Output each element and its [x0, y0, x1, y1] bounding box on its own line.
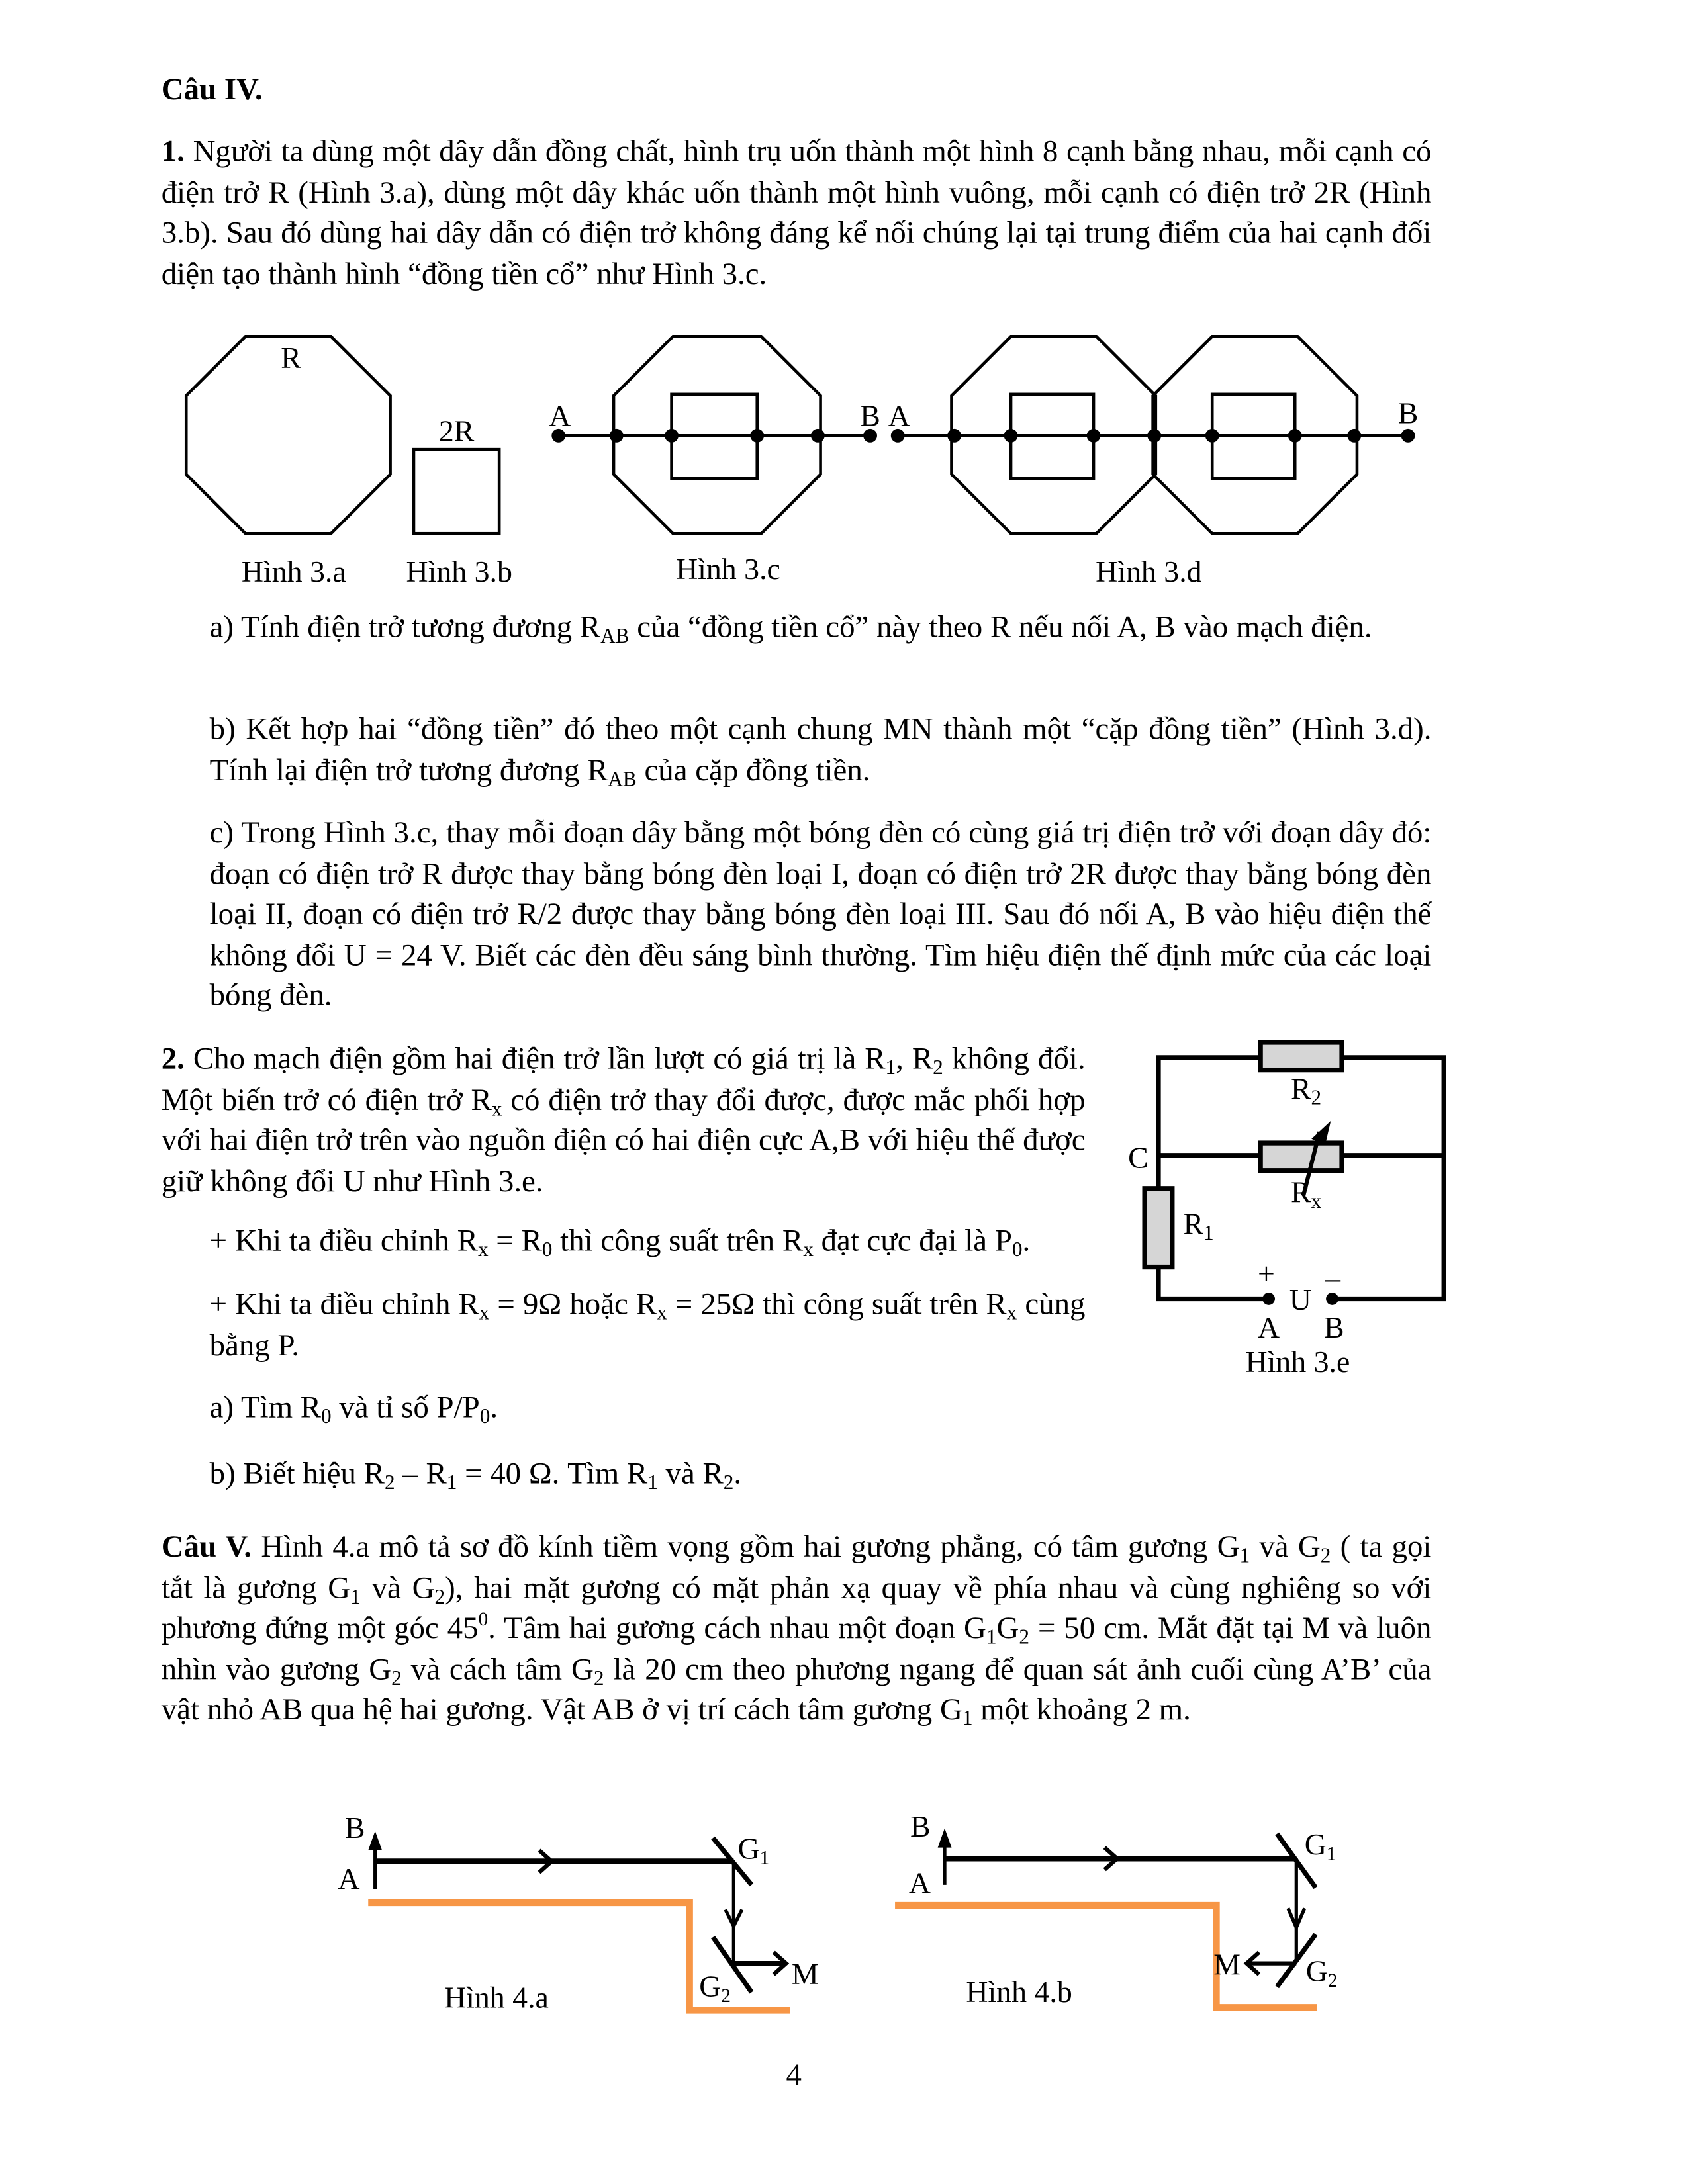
- subscript: x: [479, 1302, 490, 1326]
- label-b: B: [1323, 1310, 1344, 1344]
- svg-text:A: A: [338, 1862, 360, 1896]
- text-run: = 9Ω hoặc R: [489, 1286, 657, 1321]
- subscript: x: [491, 1098, 502, 1120]
- bold-run: 2.: [161, 1040, 185, 1075]
- label-a: A: [1257, 1310, 1280, 1344]
- text-run: một khoảng 2 m.: [972, 1692, 1191, 1727]
- text-run: = 50 cm. Mắt đặt tại M và luôn nhìn vào gương G: [161, 1610, 1432, 1686]
- subscript: 2: [1019, 1627, 1030, 1650]
- subscript: 1: [885, 1057, 896, 1080]
- svg-text:G1: G1: [1304, 1827, 1336, 1865]
- text-run: . Tâm hai gương cách nhau một đoạn G: [488, 1610, 986, 1645]
- plus-sign: +: [1257, 1256, 1275, 1291]
- text-run: và R: [657, 1455, 724, 1491]
- subscript: AB: [608, 768, 637, 791]
- label-r: R: [281, 341, 301, 375]
- text-run: = R: [488, 1222, 542, 1257]
- subscript: 2: [384, 1472, 395, 1495]
- subscript: 1: [962, 1708, 973, 1731]
- subscript: 2: [434, 1586, 445, 1609]
- bold-run: 1.: [161, 134, 185, 169]
- text-run: của cặp đồng tiền.: [636, 752, 870, 787]
- label-2r: 2R: [438, 414, 475, 448]
- subscript: 1: [986, 1627, 997, 1650]
- periscope-4b: [895, 1809, 1338, 2009]
- text-run: b) Kết hợp hai “đồng tiền” đó theo một cạnh chung MN thành một “cặp đồng tiền” (Hình 3.d). Tính lại điện trở tương đương R: [209, 711, 1432, 787]
- svg-text:G2: G2: [1305, 1954, 1338, 1992]
- text-run: c) Trong Hình 3.c, thay mỗi đoạn dây bằng một bóng đèn có cùng giá trị điện trở với đoạn dây đó: đoạn có điện trở R được thay bằng bóng đèn loại I, đoạn có điện trở 2R được thay bằng bóng đèn loại II, đoạn có điện trở R/2 được thay bằng bóng đèn loại III. Sau đó nối A, B vào hiệu điện thế không đổi U = 24 V. Biết các đèn đều sáng bình thường. Tìm hiệu điện thế định mức của các loại bóng đèn.: [209, 815, 1432, 1013]
- text-run: của “đồng tiền cổ” này theo R nếu nối A, B vào mạch điện.: [629, 609, 1372, 644]
- text-run: .: [490, 1389, 498, 1425]
- bold-run: Câu V.: [161, 1529, 252, 1564]
- superscript: 0: [478, 1610, 489, 1631]
- text-run: có điện trở thay đổi được, được mắc phối hợp với hai điện trở trên vào nguồn điện có hai điện cực A,B với hiệu thế được giữ không đổi U như Hình 3.e.: [161, 1081, 1086, 1198]
- subscript: 0: [1011, 1239, 1023, 1262]
- subscript: 2: [933, 1057, 943, 1080]
- caption-3b: Hình 3.b: [406, 555, 512, 589]
- text-run: Hình 4.a mô tả sơ đồ kính tiềm vọng gồm hai gương phẳng, có tâm gương G: [252, 1529, 1240, 1564]
- subscript: x: [477, 1239, 489, 1262]
- label-3d-b: B: [1397, 396, 1419, 430]
- text-run: là 20 cm theo phương ngang để quan sát ảnh cuối cùng A’B’ của vật nhỏ AB qua hệ hai gương. Vật AB ở vị trí cách tâm gương G: [161, 1651, 1432, 1727]
- caption-3c: Hình 3.c: [676, 551, 780, 586]
- svg-text:M: M: [1213, 1947, 1241, 1981]
- text-run: G: [996, 1610, 1019, 1645]
- text-run: = 25Ω thì công suất trên R: [667, 1286, 1007, 1321]
- text-run: ), hai mặt gương có mặt phản xạ quay về phía nhau và cùng nghiêng so với phương đứng một góc 45: [161, 1570, 1432, 1645]
- text-run: .: [733, 1455, 742, 1491]
- minus-sign: –: [1325, 1260, 1340, 1295]
- subscript: x: [803, 1239, 814, 1262]
- text-run: và cách tâm G: [401, 1651, 594, 1686]
- subscript: 2: [593, 1668, 604, 1690]
- text-run: Cho mạch điện gồm hai điện trở lần lượt có giá trị là R: [184, 1040, 886, 1075]
- text-run: b) Biết hiệu R: [209, 1455, 385, 1491]
- subscript: 0: [541, 1239, 553, 1262]
- subscript: 0: [479, 1406, 491, 1429]
- svg-text:Rx: Rx: [1290, 1175, 1322, 1212]
- label-3d-a: A: [888, 398, 910, 433]
- svg-text:B: B: [910, 1809, 931, 1843]
- text-run: và G: [360, 1570, 435, 1605]
- subscript: 0: [321, 1406, 332, 1429]
- subscript: 2: [391, 1668, 402, 1690]
- svg-text:G2: G2: [699, 1969, 731, 2007]
- label-c: C: [1128, 1140, 1149, 1175]
- text-run: không đổi. Một biến trở có điện trở R: [161, 1040, 1086, 1116]
- caption-4a: Hình 4.a: [444, 1980, 549, 2015]
- text-run: + Khi ta điều chỉnh R: [209, 1222, 478, 1257]
- caption-3e: Hình 3.e: [1245, 1344, 1350, 1379]
- svg-text:M: M: [791, 1956, 819, 1991]
- subscript: 2: [723, 1472, 734, 1495]
- label-u: U: [1289, 1283, 1311, 1317]
- text-run: đạt cực đại là P: [813, 1222, 1012, 1257]
- periscope-4a: [338, 1811, 818, 2014]
- text-run: – R: [395, 1455, 447, 1491]
- caption-3a: Hình 3.a: [241, 555, 346, 589]
- svg-text:R1: R1: [1183, 1206, 1214, 1244]
- text-run: thì công suất trên R: [552, 1222, 804, 1257]
- text-run: , R: [896, 1040, 933, 1075]
- text-run: Người ta dùng một dây dẫn đồng chất, hình trụ uốn thành một hình 8 cạnh bằng nhau, mỗi cạnh có điện trở R (Hình 3.a), dùng một dây khác uốn thành một hình vuông, mỗi cạnh có điện trở 2R (Hình 3.b). Sau đó dùng hai dây dẫn có điện trở không đáng kể nối chúng lại tại trung điểm của hai cạnh đối diện tạo thành hình “đồng tiền cổ” như Hình 3.c.: [161, 134, 1432, 291]
- text-run: a) Tính điện trở tương đương R: [209, 609, 601, 644]
- section-heading-iv: Câu IV.: [161, 71, 263, 107]
- text-run: ( ta gọi tắt là gương G: [161, 1529, 1432, 1605]
- text-run: và tỉ số P/P: [331, 1389, 480, 1425]
- svg-text:B: B: [344, 1811, 365, 1845]
- subscript: 2: [1320, 1545, 1331, 1568]
- text-run: .: [1022, 1222, 1031, 1257]
- text-run: và G: [1250, 1529, 1321, 1564]
- text-run: a) Tìm R: [209, 1389, 322, 1425]
- svg-text:A: A: [908, 1866, 931, 1900]
- caption-4b: Hình 4.b: [966, 1974, 1072, 2009]
- subscript: x: [1006, 1302, 1017, 1326]
- subscript: x: [657, 1302, 667, 1326]
- caption-3d: Hình 3.d: [1096, 555, 1202, 589]
- subscript: 1: [1239, 1545, 1250, 1568]
- page-number: 4: [786, 2057, 802, 2092]
- subscript: 1: [647, 1472, 658, 1495]
- text-run: cùng bằng P.: [209, 1286, 1086, 1362]
- subscript: AB: [600, 625, 630, 649]
- svg-text:R2: R2: [1290, 1071, 1322, 1109]
- subscript: 1: [446, 1472, 457, 1495]
- svg-text:G1: G1: [737, 1831, 770, 1869]
- text-run: = 40 Ω. Tìm R: [457, 1455, 648, 1491]
- subscript: 1: [350, 1586, 361, 1609]
- text-run: + Khi ta điều chỉnh R: [209, 1286, 479, 1321]
- label-3c-b: B: [860, 398, 880, 433]
- label-3c-a: A: [549, 398, 571, 433]
